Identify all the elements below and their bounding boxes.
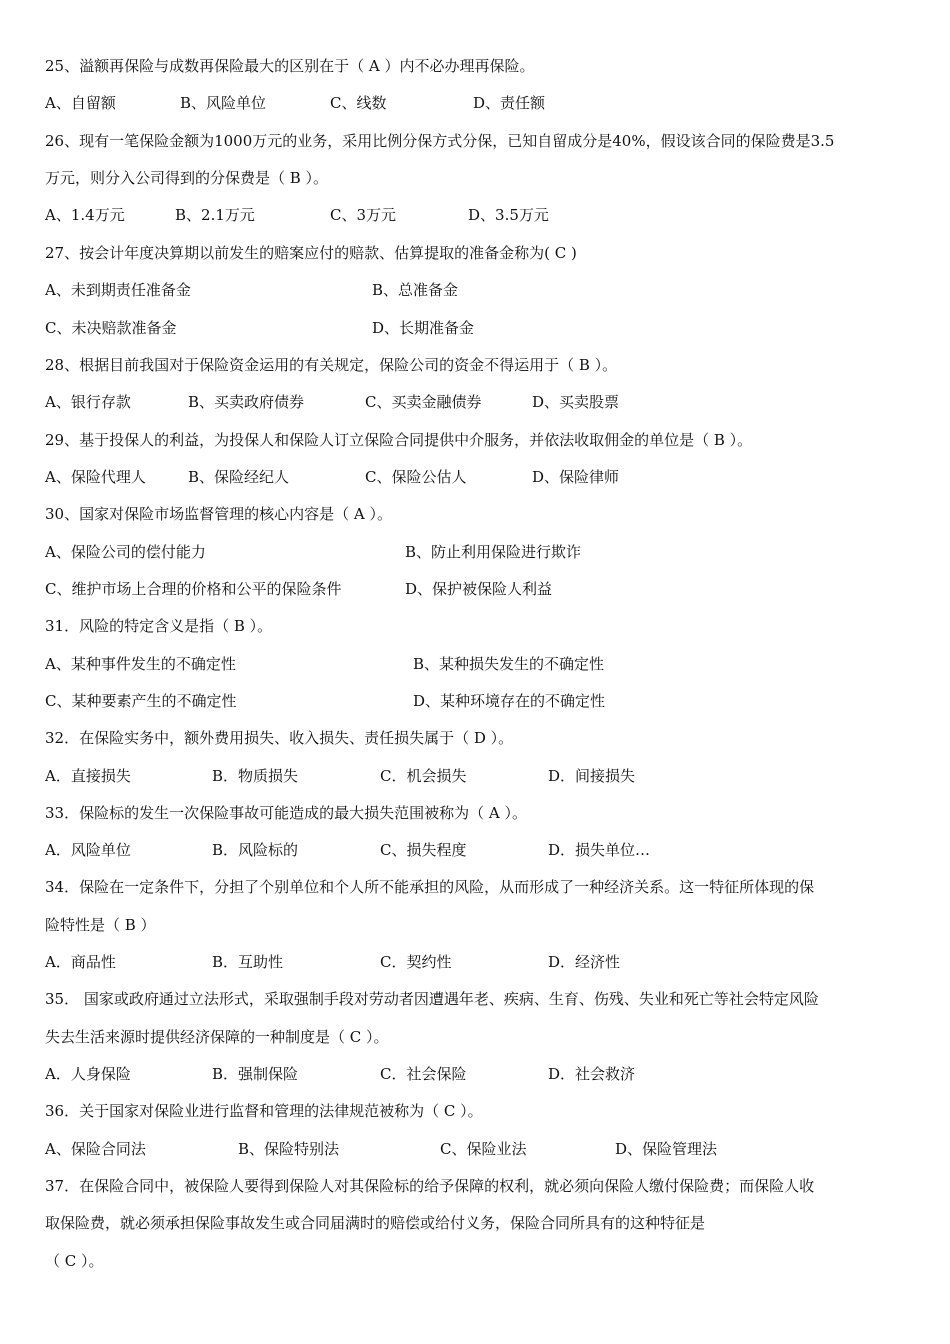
- option-d: D、长期准备金: [372, 319, 475, 337]
- option-c: C、保险公估人: [365, 468, 467, 486]
- options-29: [45, 467, 907, 487]
- option-d: D、保护被保险人利益: [405, 580, 553, 598]
- question-29: 29、基于投保人的利益，为投保人和保险人订立保险合同提供中介服务，并依法收取佣金的单位是（ B ）。: [45, 431, 753, 449]
- option-a: A、银行存款: [45, 393, 131, 411]
- option-d: D、3.5万元: [468, 206, 549, 224]
- option-b: B、风险单位: [180, 94, 267, 112]
- option-b: B、保险特别法: [238, 1140, 340, 1158]
- option-b: B、买卖政府债券: [188, 393, 305, 411]
- option-a: A、自留额: [45, 94, 116, 112]
- question-33: 33．保险标的发生一次保险事故可能造成的最大损失范围被称为（ A ）。: [45, 804, 527, 822]
- options-33: [45, 840, 907, 860]
- option-a: A．人身保险: [45, 1065, 131, 1083]
- option-a: A、未到期责任准备金: [45, 281, 191, 299]
- options-36: [45, 1139, 907, 1159]
- option-c: C、保险业法: [440, 1140, 527, 1158]
- options-35: [45, 1064, 907, 1084]
- option-b: B、防止利用保险进行欺诈: [405, 543, 582, 561]
- option-a: A、某种事件发生的不确定性: [45, 655, 236, 673]
- option-c: C、买卖金融债券: [365, 393, 482, 411]
- options-32: [45, 766, 907, 786]
- question-27: 27、按会计年度决算期以前发生的赔案应付的赔款、估算提取的准备金称为( C ): [45, 244, 577, 262]
- option-a: A．风险单位: [45, 841, 131, 859]
- question-34: 34．保险在一定条件下，分担了个别单位和个人所不能承担的风险，从而形成了一种经济关系。这一特征所体现的保: [45, 878, 815, 896]
- option-c: C、线数: [330, 94, 387, 112]
- question-34-cont: 险特性是（ B ）: [45, 916, 156, 934]
- option-b: B．强制保险: [212, 1065, 299, 1083]
- option-c: C、损失程度: [380, 841, 467, 859]
- option-d: D、保险律师: [532, 468, 620, 486]
- option-b: B．物质损失: [212, 767, 299, 785]
- option-d: D．经济性: [548, 953, 621, 971]
- option-c: C．契约性: [380, 953, 452, 971]
- option-d: D．损失单位…: [548, 841, 651, 859]
- options-28: [45, 392, 907, 412]
- option-b: B、某种损失发生的不确定性: [413, 655, 605, 673]
- question-36: 36．关于国家对保险业进行监督和管理的法律规范被称为（ C ）。: [45, 1102, 483, 1120]
- option-a: A、1.4万元: [45, 206, 125, 224]
- question-26: 26、现有一笔保险金额为1000万元的业务，采用比例分保方式分保，已知自留成分是40%，假设该合同的保险费是3.5: [45, 132, 835, 150]
- option-a: A．直接损失: [45, 767, 131, 785]
- question-37-cont: 取保险费，就必须承担保险事故发生或合同届满时的赔偿或给付义务，保险合同所具有的这种特征是: [45, 1214, 706, 1232]
- option-a: A、保险公司的偿付能力: [45, 543, 206, 561]
- option-c: C、未决赔款准备金: [45, 319, 177, 337]
- option-c: C、某种要素产生的不确定性: [45, 692, 237, 710]
- option-b: B、总准备金: [372, 281, 459, 299]
- question-26-cont: 万元，则分入公司得到的分保费是（ B ）。: [45, 169, 329, 187]
- options-27-ab: [45, 280, 907, 300]
- option-c: C、维护市场上合理的价格和公平的保险条件: [45, 580, 342, 598]
- option-a: A、保险合同法: [45, 1140, 146, 1158]
- question-28: 28、根据目前我国对于保险资金运用的有关规定，保险公司的资金不得运用于（ B ）。: [45, 356, 618, 374]
- options-31-ab: [45, 654, 907, 674]
- question-30: 30、国家对保险市场监督管理的核心内容是（ A ）。: [45, 505, 392, 523]
- options-25: [45, 93, 907, 113]
- option-b: B、2.1万元: [175, 206, 255, 224]
- question-35-cont: 失去生活来源时提供经济保障的一种制度是（ C ）。: [45, 1028, 389, 1046]
- option-d: D、某种环境存在的不确定性: [413, 692, 606, 710]
- option-d: D、买卖股票: [532, 393, 620, 411]
- option-a: A、保险代理人: [45, 468, 146, 486]
- question-37: 37．在保险合同中，被保险人要得到保险人对其保险标的给予保障的权利，就必须向保险人缴付保险费；而保险人收: [45, 1177, 815, 1195]
- option-b: B．风险标的: [212, 841, 299, 859]
- options-31-cd: [45, 691, 907, 711]
- question-35: 35． 国家或政府通过立法形式，采取强制手段对劳动者因遭遇年老、疾病、生育、伤残、失业和死亡等社会特定风险: [45, 990, 819, 1008]
- option-b: B、保险经纪人: [188, 468, 290, 486]
- options-30-cd: [45, 579, 907, 599]
- question-31: 31．风险的特定含义是指（ B ）。: [45, 617, 273, 635]
- options-34: [45, 952, 907, 972]
- options-30-ab: [45, 542, 907, 562]
- option-b: B．互助性: [212, 953, 284, 971]
- option-c: C、3万元: [330, 206, 397, 224]
- options-27-cd: [45, 318, 907, 338]
- option-a: A．商品性: [45, 953, 116, 971]
- option-c: C．机会损失: [380, 767, 467, 785]
- question-37-answer: （ C ）。: [45, 1252, 104, 1270]
- option-c: C．社会保险: [380, 1065, 467, 1083]
- option-d: D、保险管理法: [615, 1140, 718, 1158]
- option-d: D．社会救济: [548, 1065, 636, 1083]
- option-d: D．间接损失: [548, 767, 636, 785]
- option-d: D、责任额: [473, 94, 546, 112]
- question-32: 32．在保险实务中，额外费用损失、收入损失、责任损失属于（ D ）。: [45, 729, 514, 747]
- question-25: 25、溢额再保险与成数再保险最大的区别在于（ A ）内不必办理再保险。: [45, 57, 535, 75]
- options-26: [45, 205, 907, 225]
